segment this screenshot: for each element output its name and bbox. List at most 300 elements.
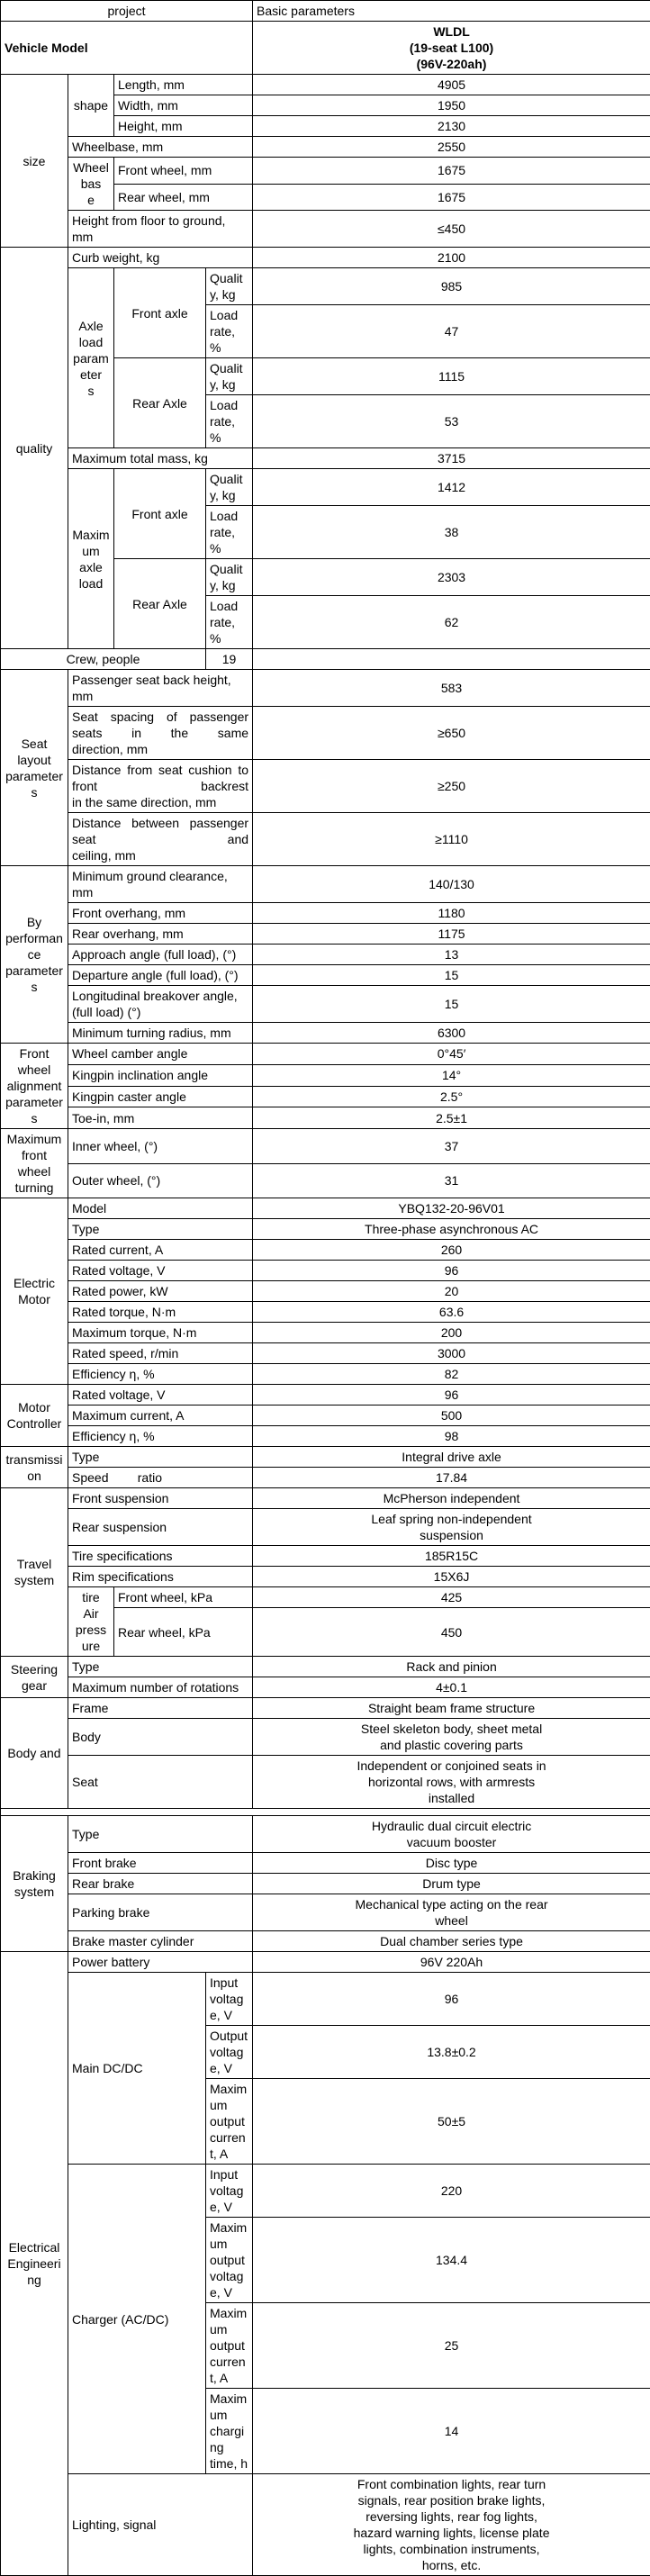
section-steering-gear: Steering gear — [1, 1657, 68, 1698]
section-turning-line2: wheel turning — [5, 1163, 64, 1196]
param-label: Rated speed, r/min — [68, 1343, 253, 1364]
param-value: 63.6 — [253, 1302, 650, 1323]
param-label: Input voltage, V — [206, 1973, 253, 2026]
param-value: 2.5±1 — [253, 1107, 650, 1129]
param-label: Input voltage, V — [206, 2165, 253, 2218]
table-row — [1, 1086, 650, 1107]
param-value: 15 — [253, 986, 650, 1023]
value-line2: and plastic covering parts — [257, 1737, 646, 1753]
param-label: Type — [68, 1657, 253, 1677]
param-label — [206, 2218, 253, 2303]
label-line2: current, A — [210, 2354, 248, 2386]
param-label — [206, 305, 253, 358]
section-alignment-line3: parameters — [5, 1094, 64, 1126]
param-value: 260 — [253, 1240, 650, 1261]
param-value: 1115 — [253, 358, 650, 395]
table-row — [1, 760, 650, 813]
param-value: 19 — [206, 649, 253, 670]
section-performance-line2: performance — [5, 930, 64, 963]
table-row — [1, 158, 650, 185]
param-value: 15 — [253, 965, 650, 986]
model-line-2: (19-seat L100) — [257, 40, 646, 56]
group-tire-line3: pressure — [72, 1622, 110, 1654]
sub-front-axle: Front axle — [114, 268, 206, 358]
value-line3: reversing lights, rear fog lights, — [257, 2508, 646, 2525]
param-label: Rear suspension — [68, 1509, 253, 1546]
param-value: 1675 — [253, 184, 650, 211]
param-value: 31 — [253, 1163, 650, 1198]
value-line2: horizontal rows, with armrests — [257, 1774, 646, 1790]
section-controller-line1: Motor — [5, 1399, 64, 1415]
section-performance-line3: parameters — [5, 963, 64, 995]
table-row — [1, 1546, 650, 1567]
param-value: Straight beam frame structure — [253, 1698, 650, 1719]
section-electric-motor: Electric Motor — [1, 1198, 68, 1385]
param-label: Frame — [68, 1698, 253, 1719]
label-line1: Distance from seat cushion to front backrest — [72, 762, 248, 794]
group-max-axle-load-line1: Maximum — [72, 527, 110, 559]
value-line1: Leaf spring non-independent — [257, 1511, 646, 1527]
table-row — [1, 268, 650, 305]
param-value — [253, 2474, 650, 2576]
table-row — [1, 1657, 650, 1677]
param-label — [206, 596, 253, 649]
group-max-axle-load — [68, 469, 114, 649]
label-line2: direction, mm — [72, 741, 248, 757]
vehicle-model-value — [253, 22, 650, 75]
table-row — [1, 1468, 650, 1488]
table-row — [1, 1952, 650, 1973]
param-value: 2550 — [253, 137, 650, 158]
param-value: 0°45′ — [253, 1044, 650, 1065]
param-value: 25 — [253, 2303, 650, 2389]
spacer-row — [1, 1809, 650, 1816]
param-label: Rear wheel, mm — [114, 184, 253, 211]
table-row — [1, 1756, 650, 1809]
param-label: Front suspension — [68, 1488, 253, 1509]
param-value: 1175 — [253, 924, 650, 945]
param-label: Kingpin caster angle — [68, 1086, 253, 1107]
table-row — [1, 1973, 650, 2026]
param-value: 500 — [253, 1406, 650, 1426]
label-line1: Maximum output — [210, 2305, 248, 2354]
group-main-dcdc: Main DC/DC — [68, 1973, 206, 2165]
param-value: 134.4 — [253, 2218, 650, 2303]
header-row — [1, 1, 650, 22]
param-value: 425 — [253, 1587, 650, 1608]
param-label: Tire specifications — [68, 1546, 253, 1567]
table-row — [1, 2474, 650, 2576]
param-value — [253, 1816, 650, 1853]
section-alignment — [1, 1044, 68, 1129]
table-row — [1, 1023, 650, 1044]
table-row — [1, 1816, 650, 1853]
param-label: Wheel camber angle — [68, 1044, 253, 1065]
param-label: Quality, kg — [206, 469, 253, 506]
param-label: Rear wheel, kPa — [114, 1608, 253, 1657]
param-label: Front wheel, kPa — [114, 1587, 253, 1608]
model-line-1: WLDL — [257, 23, 646, 40]
param-label: Model — [68, 1198, 253, 1219]
table-row — [1, 649, 650, 670]
param-value: 37 — [253, 1129, 650, 1164]
param-value: 3715 — [253, 448, 650, 469]
table-row — [1, 75, 650, 95]
table-row — [1, 248, 650, 268]
param-value: Three-phase asynchronous AC — [253, 1219, 650, 1240]
table-row — [1, 1198, 650, 1219]
param-value: Dual chamber series type — [253, 1931, 650, 1952]
table-row — [1, 137, 650, 158]
sub-rear-axle: Rear Axle — [114, 358, 206, 448]
param-value: 185R15C — [253, 1546, 650, 1567]
group-wheelbase — [68, 158, 114, 211]
section-seat-line2: parameters — [5, 768, 64, 800]
param-label: Seat — [68, 1756, 253, 1809]
table-row — [1, 1302, 650, 1323]
table-row — [1, 1281, 650, 1302]
section-transmission: transmission — [1, 1447, 68, 1488]
param-value: 1950 — [253, 95, 650, 116]
param-value: YBQ132-20-96V01 — [253, 1198, 650, 1219]
param-label: Approach angle (full load), (°) — [68, 945, 253, 965]
table-row — [1, 1894, 650, 1931]
table-row — [1, 986, 650, 1023]
param-value: 6300 — [253, 1023, 650, 1044]
group-axle-load-line1: Axle load — [72, 318, 110, 350]
param-value: 450 — [253, 1608, 650, 1657]
param-value: 82 — [253, 1364, 650, 1385]
param-value: 1180 — [253, 903, 650, 924]
param-label: Type — [68, 1219, 253, 1240]
value-line2: suspension — [257, 1527, 646, 1543]
param-value: 1675 — [253, 158, 650, 185]
param-label: Maximum current, A — [68, 1406, 253, 1426]
param-value: 2100 — [253, 248, 650, 268]
param-value: 96V 220Ah — [253, 1952, 650, 1973]
table-row — [1, 670, 650, 707]
param-label: Crew, people — [1, 649, 206, 670]
param-label — [68, 813, 253, 866]
label-line2: time, h — [210, 2455, 248, 2472]
param-value: 62 — [253, 596, 650, 649]
param-label: Minimum turning radius, mm — [68, 1023, 253, 1044]
param-label: Rear brake — [68, 1874, 253, 1894]
group-tire-pressure — [68, 1587, 114, 1657]
value-line4: hazard warning lights, license plate — [257, 2525, 646, 2541]
param-label: Rated current, A — [68, 1240, 253, 1261]
param-label: Outer wheel, (°) — [68, 1163, 253, 1198]
param-value: ≥1110 — [253, 813, 650, 866]
group-tire-line1: tire — [72, 1589, 110, 1605]
sub-front-axle: Front axle — [114, 469, 206, 559]
table-row — [1, 211, 650, 248]
table-row — [1, 1426, 650, 1447]
param-value: 38 — [253, 506, 650, 559]
table-row — [1, 1129, 650, 1164]
param-label: Brake master cylinder — [68, 1931, 253, 1952]
param-label: Type — [68, 1816, 253, 1853]
table-row — [1, 448, 650, 469]
section-travel-system: Travel system — [1, 1488, 68, 1657]
table-row — [1, 965, 650, 986]
value-line3: installed — [257, 1790, 646, 1806]
param-label: Efficiency η, % — [68, 1364, 253, 1385]
param-label: Front overhang, mm — [68, 903, 253, 924]
table-row — [1, 1488, 650, 1509]
param-label — [206, 2389, 253, 2474]
vehicle-model-row — [1, 22, 650, 75]
table-row — [1, 1406, 650, 1426]
param-value: 96 — [253, 1973, 650, 2026]
param-label — [206, 395, 253, 448]
param-label — [68, 707, 253, 760]
param-value: 4±0.1 — [253, 1677, 650, 1698]
param-label: Rated power, kW — [68, 1281, 253, 1302]
param-label: Body — [68, 1719, 253, 1756]
group-wheelbase-line2: e — [72, 192, 110, 208]
param-value: 13.8±0.2 — [253, 2026, 650, 2079]
table-row — [1, 1343, 650, 1364]
param-value: ≥650 — [253, 707, 650, 760]
label-line2: in the same direction, mm — [72, 794, 248, 810]
label-line2: ceiling, mm — [72, 847, 248, 863]
param-value: 985 — [253, 268, 650, 305]
value-line1: Mechanical type acting on the rear — [257, 1896, 646, 1912]
table-row — [1, 1364, 650, 1385]
param-value: ≥250 — [253, 760, 650, 813]
table-row — [1, 866, 650, 903]
value-line1: Steel skeleton body, sheet metal — [257, 1721, 646, 1737]
load-rate-line2: % — [210, 429, 248, 446]
param-label: Rated torque, N·m — [68, 1302, 253, 1323]
group-axle-load — [68, 268, 114, 448]
param-value: 583 — [253, 670, 650, 707]
model-line-3: (96V-220ah) — [257, 56, 646, 72]
param-label: Length, mm — [114, 75, 253, 95]
param-label: Front wheel, mm — [114, 158, 253, 185]
param-value: 4905 — [253, 75, 650, 95]
spacer-cell — [1, 1809, 650, 1816]
group-shape: shape — [68, 75, 114, 137]
param-value: Rack and pinion — [253, 1657, 650, 1677]
param-value: 96 — [253, 1385, 650, 1406]
param-label: Kingpin inclination angle — [68, 1064, 253, 1086]
section-performance — [1, 866, 68, 1044]
group-max-axle-load-line2: axle load — [72, 559, 110, 592]
section-alignment-line1: Front wheel — [5, 1045, 64, 1078]
param-value: 53 — [253, 395, 650, 448]
group-charger: Charger (AC/DC) — [68, 2165, 206, 2474]
value-line5: lights, combination instruments, — [257, 2541, 646, 2557]
param-label: Wheelbase, mm — [68, 137, 253, 158]
table-row — [1, 1698, 650, 1719]
param-label: Inner wheel, (°) — [68, 1129, 253, 1164]
group-wheelbase-line1: Wheelbas — [72, 159, 110, 192]
section-electrical-line1: Electrical — [5, 2239, 64, 2255]
param-label — [206, 2079, 253, 2165]
value-line1: Independent or conjoined seats in — [257, 1758, 646, 1774]
param-value: 2.5° — [253, 1086, 650, 1107]
table-row — [1, 1587, 650, 1608]
param-value: 3000 — [253, 1343, 650, 1364]
section-braking-system: Braking system — [1, 1816, 68, 1952]
label-line1: Distance between passenger seat and — [72, 815, 248, 847]
param-value: 2303 — [253, 559, 650, 596]
table-row — [1, 1323, 650, 1343]
param-label: Lighting, signal — [68, 2474, 253, 2576]
value-line1: Hydraulic dual circuit electric — [257, 1818, 646, 1834]
param-value: McPherson independent — [253, 1488, 650, 1509]
table-row — [1, 469, 650, 506]
param-value: 98 — [253, 1426, 650, 1447]
load-rate-line2: % — [210, 630, 248, 646]
param-label: Toe-in, mm — [68, 1107, 253, 1129]
table-row — [1, 2165, 650, 2218]
table-row — [1, 1874, 650, 1894]
param-label: Passenger seat back height, mm — [68, 670, 253, 707]
table-row — [1, 707, 650, 760]
param-value: Disc type — [253, 1853, 650, 1874]
section-body: Body and — [1, 1698, 68, 1809]
value-line1: Front combination lights, rear turn — [257, 2476, 646, 2492]
param-value: Integral drive axle — [253, 1447, 650, 1468]
param-label: Power battery — [68, 1952, 253, 1973]
param-label: Quality, kg — [206, 268, 253, 305]
param-value: 13 — [253, 945, 650, 965]
section-controller-line2: Controller — [5, 1415, 64, 1432]
group-tire-line2: Air — [72, 1605, 110, 1622]
section-seat-layout — [1, 670, 68, 866]
load-rate-line1: Load rate, — [210, 397, 248, 429]
section-performance-line1: By — [5, 914, 64, 930]
load-rate-line2: % — [210, 339, 248, 356]
param-value: 1412 — [253, 469, 650, 506]
param-value: 2130 — [253, 116, 650, 137]
label-line2: voltage, V — [210, 2268, 248, 2300]
table-row — [1, 1064, 650, 1086]
param-label: Height, mm — [114, 116, 253, 137]
table-row — [1, 945, 650, 965]
param-value: 17.84 — [253, 1468, 650, 1488]
label-line2: current, A — [210, 2129, 248, 2162]
load-rate-line1: Load rate, — [210, 307, 248, 339]
param-value: 20 — [253, 1281, 650, 1302]
section-seat-line1: Seat layout — [5, 736, 64, 768]
param-value — [253, 1894, 650, 1931]
param-label: Parking brake — [68, 1894, 253, 1931]
table-row — [1, 1447, 650, 1468]
param-label — [68, 760, 253, 813]
header-project: project — [1, 1, 253, 22]
param-label: Rated voltage, V — [68, 1261, 253, 1281]
param-value — [253, 1509, 650, 1546]
param-label: Efficiency η, % — [68, 1426, 253, 1447]
param-value — [253, 1756, 650, 1809]
section-turning — [1, 1129, 68, 1198]
section-electrical-line2: Engineering — [5, 2255, 64, 2288]
value-line2: vacuum booster — [257, 1834, 646, 1850]
value-line6: horns, etc. — [257, 2557, 646, 2573]
param-label: Quality, kg — [206, 559, 253, 596]
load-rate-line1: Load rate, — [210, 508, 248, 540]
group-axle-load-line2: parameter — [72, 350, 110, 383]
section-turning-line1: Maximum front — [5, 1131, 64, 1163]
param-label: Maximum total mass, kg — [68, 448, 253, 469]
header-basic-parameters: Basic parameters — [253, 1, 650, 22]
table-row — [1, 1219, 650, 1240]
param-value: 14 — [253, 2389, 650, 2474]
section-electrical-engineering — [1, 1952, 68, 2576]
table-row — [1, 1677, 650, 1698]
param-label: Rated voltage, V — [68, 1385, 253, 1406]
param-label: Output voltage, V — [206, 2026, 253, 2079]
param-value: 220 — [253, 2165, 650, 2218]
param-label: Quality, kg — [206, 358, 253, 395]
table-row — [1, 1261, 650, 1281]
label-line1: Maximum charging — [210, 2391, 248, 2455]
section-size: size — [1, 75, 68, 248]
section-motor-controller — [1, 1385, 68, 1447]
param-label: Minimum ground clearance, mm — [68, 866, 253, 903]
speed-ratio-label: Speed ratio — [72, 1469, 162, 1486]
table-row — [1, 1567, 650, 1587]
load-rate-line1: Load rate, — [210, 598, 248, 630]
table-row — [1, 1385, 650, 1406]
param-label: Curb weight, kg — [68, 248, 253, 268]
vehicle-model-label: Vehicle Model — [1, 22, 253, 75]
table-row — [1, 1163, 650, 1198]
table-row — [1, 1719, 650, 1756]
param-label: Departure angle (full load), (°) — [68, 965, 253, 986]
param-value: 50±5 — [253, 2079, 650, 2165]
param-label — [206, 2303, 253, 2389]
param-value: 200 — [253, 1323, 650, 1343]
table-row — [1, 1240, 650, 1261]
param-label: Maximum number of rotations — [68, 1677, 253, 1698]
param-label — [206, 506, 253, 559]
param-value: ≤450 — [253, 211, 650, 248]
load-rate-line2: % — [210, 540, 248, 556]
table-row — [1, 903, 650, 924]
param-label — [68, 1468, 253, 1488]
param-label: Height from floor to ground, mm — [68, 211, 253, 248]
section-quality: quality — [1, 248, 68, 649]
param-value: 15X6J — [253, 1567, 650, 1587]
table-row — [1, 1931, 650, 1952]
param-label: Longitudinal breakover angle, (full load) (°) — [68, 986, 253, 1023]
param-value — [253, 1719, 650, 1756]
table-row — [1, 924, 650, 945]
param-value: 96 — [253, 1261, 650, 1281]
param-label: Type — [68, 1447, 253, 1468]
table-row — [1, 1853, 650, 1874]
param-label: Front brake — [68, 1853, 253, 1874]
group-axle-load-line3: s — [72, 383, 110, 399]
table-row — [1, 1107, 650, 1129]
value-line2: wheel — [257, 1912, 646, 1929]
table-row — [1, 813, 650, 866]
table-row — [1, 1044, 650, 1065]
label-line1: Maximum output — [210, 2219, 248, 2268]
param-label: Maximum torque, N·m — [68, 1323, 253, 1343]
label-line1: Seat spacing of passenger seats in the same — [72, 709, 248, 741]
value-line2: signals, rear position brake lights, — [257, 2492, 646, 2508]
param-value: 47 — [253, 305, 650, 358]
sub-rear-axle: Rear Axle — [114, 559, 206, 649]
param-value: 14° — [253, 1064, 650, 1086]
param-value: 140/130 — [253, 866, 650, 903]
